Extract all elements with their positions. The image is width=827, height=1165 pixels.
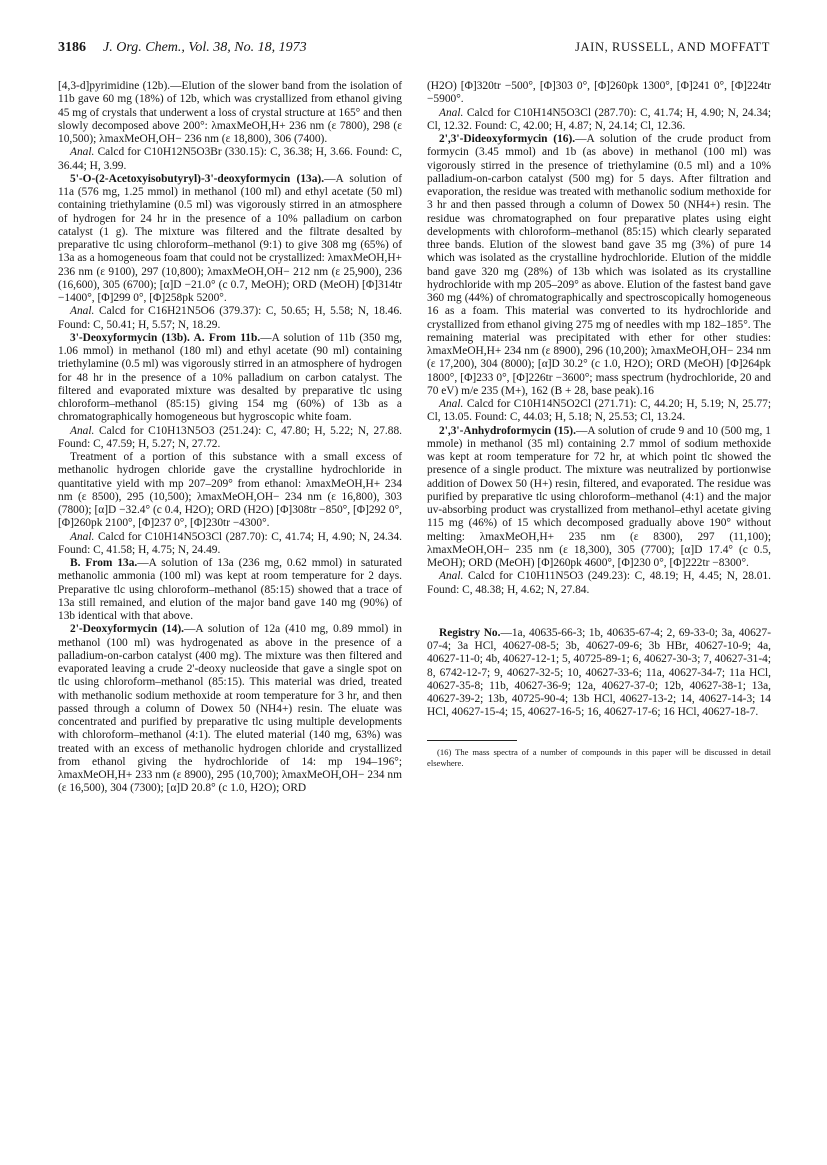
paragraph-heading: Anal. (439, 398, 464, 410)
footnote: (16) The mass spectra of a number of compounds in this paper will be discussed in detail elsewhere. (427, 746, 771, 768)
paragraph-heading: Anal. (70, 424, 95, 437)
paragraph (427, 570, 771, 597)
paragraph (58, 623, 402, 795)
paragraph-heading: 3'-Deoxyformycin (13b). A. From 11b. (70, 331, 261, 344)
running-header (58, 40, 770, 62)
paragraph-heading: Anal. (70, 530, 95, 543)
paragraph (58, 531, 402, 558)
paragraph-text: —A solution of the crude product from formycin (3.45 mmol) and 1b (as above) in methanol (100 ml) was vigorously stirred in the presence of triethylamine (0.5 ml) and a 10% palladium-on-carbon catalyst (500 mg) for 5 days. After filtration and evaporation, the residue was treated with methanolic sodium methoxide for 3 hr and then passed through a column of Dowex 50 (NH4+) resin. The residue was chromatographed on four preparative plates using eight developments with chloroform–methanol (85:15) which clearly separated three bands. Elution of the slowest band gave 35 mg (3%) of pure 14 which was isolated as the crystalline hydrochloride. Elution of the middle band gave 320 mg (28%) of 13b which was isolated as its crystalline hydrochloride with mp 205–209° as above. Elution of the fastest band gave 360 mg (44%) of chromatographically and spectroscopically homogeneous 16 as a foam. This material was converted to its hydrochloride and crystallized from ethanol giving 275 mg of needles with mp 182–185°. The remaining material was precipitated with ether for other studies: λmaxMeOH,H+ 234 nm (ε 8900), 296 (10,200); λmaxMeOH,OH− 234 nm (ε 17,200), 304 (8000); [α]D 30.2° (c 1.0, H2O); ORD (MeOH) [Φ]264pk 1800°, [Φ]233 0°, [Φ]226tr −3600°; mass spectrum (hydrochloride, 20 and 70 eV) m/e 235 (M+), 162 (B + 28, base peak).16 (427, 133, 772, 397)
paragraph (58, 451, 402, 531)
paragraph-heading: B. From 13a. (70, 557, 138, 569)
footnote-divider (427, 740, 517, 741)
registry-numbers (427, 627, 771, 720)
paragraph-text: —A solution of 11b (350 mg, 1.06 mmol) in methanol (180 ml) and ethyl acetate (90 ml) containing triethylamine (0.5 ml) was vigorously stirred in an atmosphere of hydrogen for 48 hr in the presence of a 10% palladium on carbon catalyst. The filtered and evaporated mixture was desalted by preparative tlc using chloroform–methanol (85:15) giving 154 mg (60%) of 13b as a chromatographically homogeneous but hygroscopic white foam. (58, 331, 402, 424)
paragraph (58, 80, 402, 146)
paragraph-text: Calcd for C10H14N5O3Cl (287.70): C, 41.74; H, 4.90; N, 24.34. Found: C, 41.58; H, 4.75; N, 24.49. (58, 530, 402, 556)
paragraph-text: Calcd for C10H12N5O3Br (330.15): C, 36.38; H, 3.66. Found: C, 36.44; H, 3.99. (58, 146, 402, 172)
paragraph-text: (H2O) [Φ]320tr −500°, [Φ]303 0°, [Φ]260pk 1300°, [Φ]241 0°, [Φ]224tr −5900°. (427, 80, 771, 106)
paragraph-text: —A solution of 12a (410 mg, 0.89 mmol) in methanol (100 ml) was hydrogenated as above in the presence of a palladium-on-carbon catalyst (400 mg). The mixture was then filtered and evaporated leaving a crude 2'-deoxy nucleoside that gave a single spot on tlc using chloroform–methanol (85:15). This material was dried, treated with methanolic sodium methoxide at room temperature for 3 hr, and then passed through a column of Dowex 50 (NH4+) resin. The eluate was concentrated and purified by preparative tlc using multiple developments with chloroform–methanol (4:1). The eluted material (140 mg, 63%) was treated with an excess of methanolic hydrogen chloride and crystallized from ethanol giving the hydrochloride of 14: mp 194–196°; λmaxMeOH,H+ 233 nm (ε 8900), 295 (10,700); λmaxMeOH,OH− 234 nm (ε 16,500), 304 (7300); [α]D 20.8° (c 1.0, H2O); ORD (58, 623, 402, 795)
paragraph (58, 332, 402, 425)
right-column (427, 80, 771, 777)
paragraph-heading: Anal. (70, 305, 95, 318)
paragraph-text: Calcd for C10H11N5O3 (249.23): C, 48.19; H, 4.45; N, 28.01. Found: C, 48.38; H, 4.62; N, 27.84. (427, 570, 771, 596)
paragraph-heading: 2',3'-Dideoxyformycin (16). (439, 133, 576, 145)
paragraph (427, 80, 771, 107)
journal-citation: J. Org. Chem., Vol. 38, No. 18, 1973 (103, 40, 307, 55)
paragraph-heading: Anal. (439, 106, 464, 119)
left-column (58, 80, 402, 796)
paragraph-heading: Anal. (439, 570, 464, 583)
paragraph-text: [4,3-d]pyrimidine (12b).—Elution of the slower band from the isolation of 11b gave 60 mg (18%) of 12b, which was crystallized from ethanol giving 45 mg of crystals that underwent a loss of crystal structure at 165° and then slowly decomposed above 200°: λmaxMeOH,H+ 236 nm (ε 7800), 298 (ε 10,500); λmaxMeOH,OH− 236 nm (ε 18,800), 306 (7400). (58, 80, 402, 145)
paragraph (58, 305, 402, 332)
page-number: 3186 (58, 40, 86, 55)
paragraph (427, 398, 771, 425)
paragraph-heading: 2',3'-Anhydroformycin (15). (439, 424, 576, 437)
registry-text: —1a, 40635-66-3; 1b, 40635-67-4; 2, 69-33-0; 3a, 40627-07-4; 3a HCl, 40627-08-5; 3b, 40627-09-6; 3b HBr, 40627-10-9; 4a, 40627-11-0; 4b, 40627-12-1; 5, 40725-89-1; 6, 40627-30-3; 7, 40627-31-4; 8, 6742-12-7; 9, 40627-32-5; 10, 40627-33-6; 11a, 40627-34-7; 11a HCl, 40627-35-8; 11b, 40627-36-9; 12a, 40627-37-0; 12b, 40627-38-1; 13a, 40627-39-2; 13b, 40725-90-4; 13b HCl, 40627-13-2; 14, 40627-14-3; 14 HCl, 40627-15-4; 15, 40627-16-5; 16, 40627-17-6; 16 HCl, 40627-18-7. (427, 626, 771, 719)
paragraph (427, 425, 771, 571)
paragraph (58, 425, 402, 452)
paragraph-text: —A solution of 11a (576 mg, 1.25 mmol) in methanol (100 ml) and ethyl acetate (50 ml) containing triethylamine (0.5 ml) was vigorously stirred in an atmosphere of hydrogen for 24 hr in the presence of a 10% palladium on carbon catalyst (1 g). The mixture was filtered and the filtrate desalted by preparative tlc using chloroform–methanol (9:1) to give 308 mg (65%) of 13a as a homogeneous foam that could not be crystallized: λmaxMeOH,H+ 236 nm (ε 9100), 297 (10,800); λmaxMeOH,OH− 212 nm (ε 25,900), 236 (16,600), 305 (6700); [α]D −21.0° (c 0.7, MeOH); ORD (MeOH) [Φ]314tr −1400°, [Φ]299 0°, [Φ]258pk 5200°. (58, 172, 402, 304)
paragraph-text: Treatment of a portion of this substance with a small excess of methanolic hydrogen chloride gave the crystalline hydrochloride in quantitative yield with mp 207–209° from ethanol: λmaxMeOH,H+ 234 nm (ε 8500), 295 (10,500); λmaxMeOH,OH− 234 nm (ε 16,800), 303 (7800); [α]D −32.4° (c 0.4, H2O); ORD (H2O) [Φ]308tr −850°, [Φ]292 0°, [Φ]260pk 2100°, [Φ]237 0°, [Φ]230tr −4300°. (58, 451, 403, 530)
paragraph-text: Calcd for C10H13N5O3 (251.24): C, 47.80; H, 5.22; N, 27.88. Found: C, 47.59; H, 5.27; N, 27.72. (58, 424, 402, 450)
paragraph (427, 107, 771, 134)
paragraph (58, 557, 402, 623)
registry-label: Registry No. (439, 626, 501, 639)
paragraph-heading: 5'-O-(2-Acetoxyisobutyryl)-3'-deoxyformycin (13a). (70, 172, 325, 185)
paragraph-heading: 2'-Deoxyformycin (14). (70, 623, 184, 636)
paragraph (58, 173, 402, 306)
paragraph-text: —A solution of 13a (236 mg, 0.62 mmol) in saturated methanolic ammonia (100 ml) was kept at room temperature for 2 days. Preparative tlc using chloroform–methanol (85:15) showed that a trace of 13a still remained, and elution of the major band gave 140 mg (90%) of 13b identical with that above. (58, 557, 402, 622)
paragraph-heading: Anal. (70, 146, 95, 159)
paragraph-text: Calcd for C16H21N5O6 (379.37): C, 50.65; H, 5.58; N, 18.46. Found: C, 50.41; H, 5.57; N, 18.29. (58, 305, 402, 331)
paragraph-text: Calcd for C10H14N5O2Cl (271.71): C, 44.20; H, 5.19; N, 25.77; Cl, 13.05. Found: C, 44.03; H, 5.18; N, 25.53; Cl, 13.24. (427, 398, 771, 424)
paragraph (58, 146, 402, 173)
paragraph-text: —A solution of crude 9 and 10 (500 mg, 1 mmole) in methanol (35 ml) containing 2.7 mmol of sodium methoxide was kept at room temperature for 72 hr, at which point tlc showed the presence of a single product. The mixture was neutralized by portionwise addition of Dowex 50 (H+) resin, filtered, and evaporated. The residue was purified by preparative tlc using chloroform–methanol (4:1) and the major uv-absorbing product was crystallized from methanol–ethyl acetate giving 115 mg (46%) of 15 which decomposed gradually above 190° without melting: λmaxMeOH,H+ 235 nm (ε 8300), 297 (11,100); λmaxMeOH,OH− 235 nm (ε 18,300), 305 (7700); [α]D 17.4° (c 0.5, MeOH); ORD (MeOH) [Φ]260pk 4600°, [Φ]230 0°, [Φ]222tr −8300°. (427, 424, 771, 569)
paragraph-text: Calcd for C10H14N5O3Cl (287.70): C, 41.74; H, 4.90; N, 24.34; Cl, 12.32. Found: C, 42.00; H, 4.87; N, 24.14; Cl, 12.36. (427, 106, 771, 132)
running-authors: JAIN, RUSSELL, AND MOFFATT (575, 40, 770, 54)
paragraph (427, 133, 771, 398)
